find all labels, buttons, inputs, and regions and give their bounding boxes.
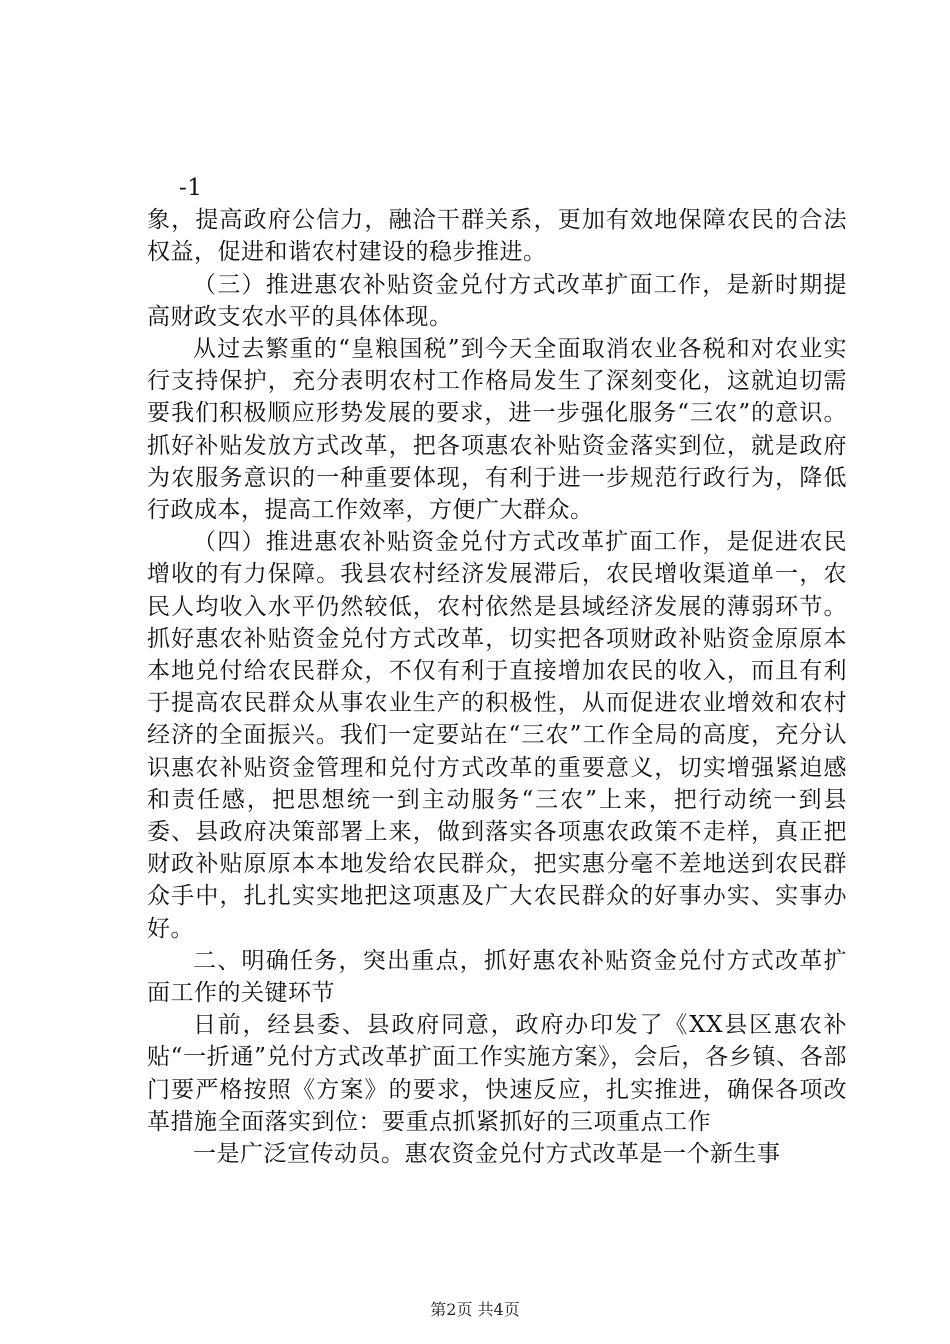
paragraph-body: 一是广泛宣传动员。惠农资金兑付方式改革是一个新生事: [193, 1141, 781, 1168]
paragraph-body: 从过去繁重的“皇粮国税”到今天全面取消农业各税和对农业实行支持保护，充分表明农村工作格局发生了深刻变化，这就迫切需要我们积极顺应形势发展的要求，进一步强化服务“三农”的意识。抓好补贴发放方式改革，把各项惠农补贴资金落实到位，就是政府为农服务意识的一种重要体现，有利于进一步规范行政行为，降低行政成本，提高工作效率，方便广大群众。: [147, 336, 847, 524]
paragraph-continuation: 象，提高政府公信力，融洽干群关系，更加有效地保障农民的合法权益，促进和谐农村建设的稳步推进。: [147, 207, 847, 266]
paragraph-section-four: （四）推进惠农补贴资金兑付方式改革扩面工作，是促进农民增收的有力保障。我县农村经济发展滞后，农民增收渠道单一，农民人均收入水平仍然较低，农村依然是县域经济发展的薄弱环节。抓好惠农补贴资金兑付方式改革，切实把各项财政补贴资金原原本本地兑付给农民群众，不仅有利于直接增加农民的收入，而且有利于提高农民群众从事农业生产的积极性，从而促进农业增效和农村经济的全面振兴。我们一定要站在“三农”工作全局的高度，充分认识惠农补贴资金管理和兑付方式改革的重要意义，切实增强紧迫感和责任感，把思想统一到主动服务“三农”上来，把行动统一到县委、县政府决策部署上来，做到落实各项惠农政策不走样，真正把财政补贴原原本本地发给农民群众，把实惠分毫不差地送到农民群众手中，扎扎实实地把这项惠及广大农民群众的好事办实、实事办好。: [147, 529, 847, 942]
document-body: [147, 172, 847, 1170]
paragraph-body: 日前，经县委、县政府同意，政府办印发了《XX县区惠农补贴“一折通”兑付方式改革扩面工作实施方案》，会后，各乡镇、各部门要严格按照《方案》的要求，快速反应，扎实推进，确保各项改革措施全面落实到位：要重点抓紧抓好的三项重点工作: [147, 1012, 847, 1135]
page-footer: 第2页 共4页: [430, 1300, 520, 1319]
section-heading-two: 二、明确任务，突出重点，抓好惠农补贴资金兑付方式改革扩面工作的关键环节: [147, 947, 847, 1007]
paragraph-section-three: （三）推进惠农补贴资金兑付方式改革扩面工作，是新时期提高财政支农水平的具体体现。: [147, 271, 847, 330]
page-marker: -1: [179, 175, 203, 201]
